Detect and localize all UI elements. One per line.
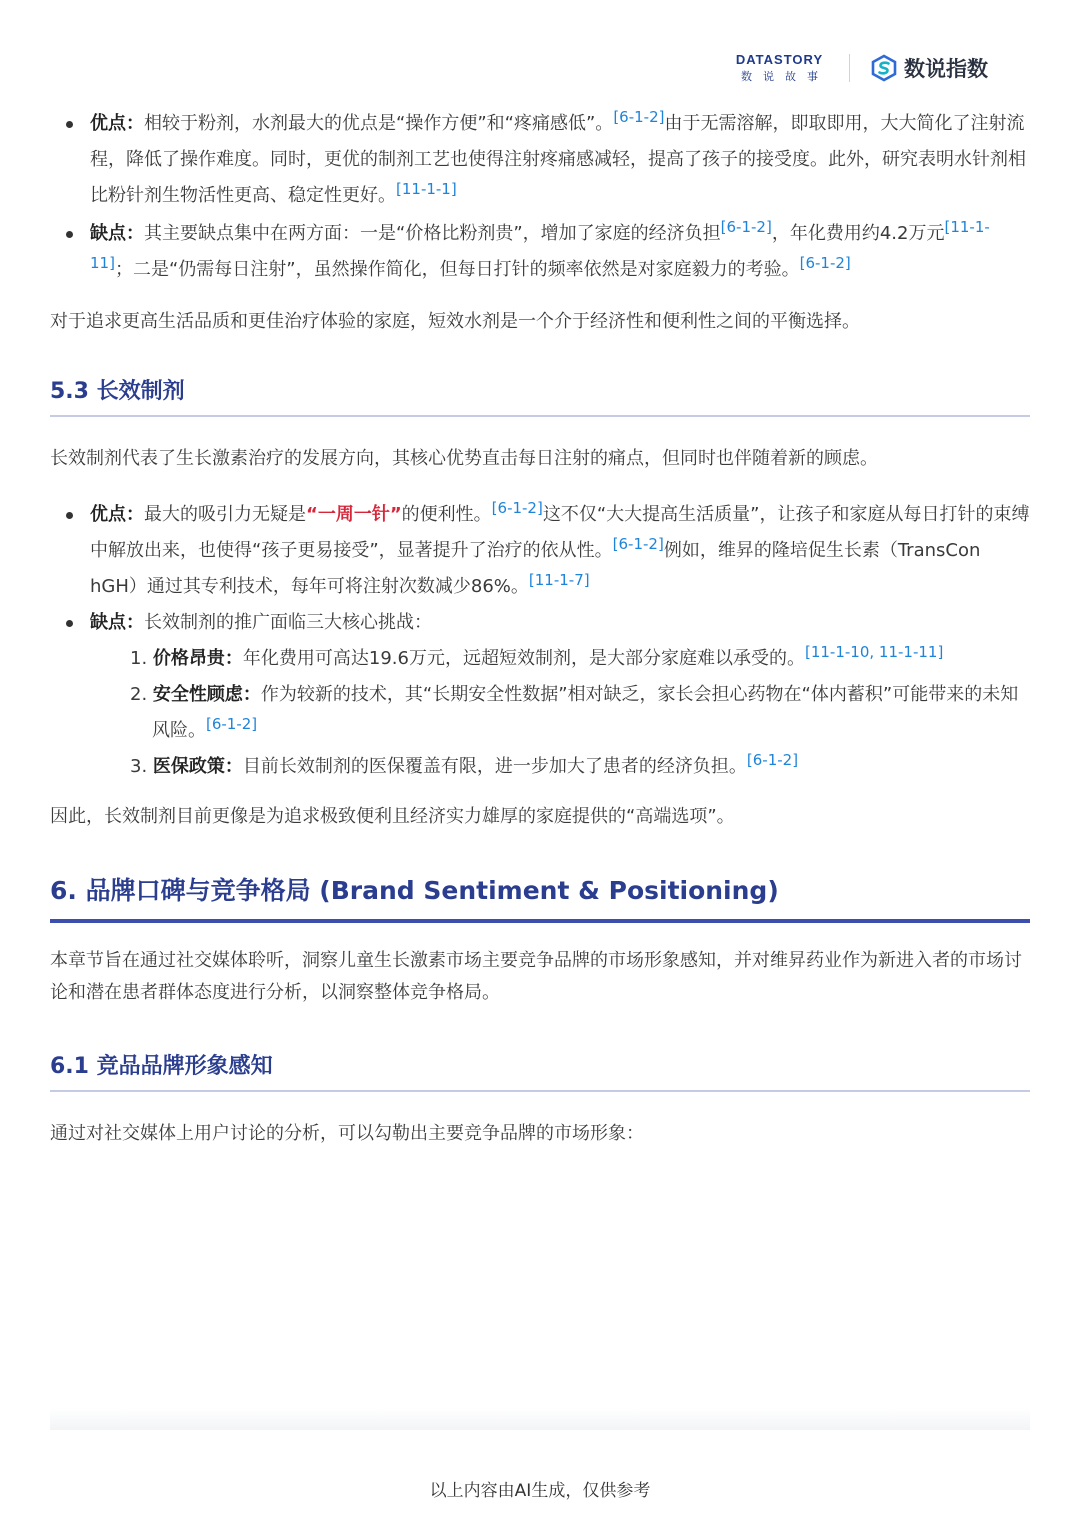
citation-ref: [6-1-2] — [612, 535, 664, 553]
list-item — [90, 605, 1030, 785]
long-pros-cons-list — [50, 497, 1030, 785]
shushuo-logo-text: 数说指数 — [904, 57, 988, 81]
brand-intro: 本章节旨在通过社交媒体聆听，洞察儿童生长激素市场主要竞争品牌的市场形象感知，并对维昇药业作为新进入者的市场讨论和潜在患者群体态度进行分析，以洞察整体竞争格局。 — [50, 950, 1022, 1003]
challenge-list — [90, 641, 1030, 785]
challenge-number: 2. — [130, 684, 153, 705]
challenge-number: 1. — [130, 648, 153, 669]
citation-ref: [6-1-2] — [746, 751, 799, 769]
datastory-logo-cn: 数说故事 — [741, 70, 829, 83]
challenge-number: 3. — [130, 756, 153, 777]
s-shield-icon — [870, 54, 898, 82]
datastory-logo-en: DATASTORY — [735, 52, 824, 67]
body-text: 例如，维昇的隆培促生长素（TransCon hGH）通过其专利技术，每年可将注射次数减少86%。 — [90, 540, 981, 597]
body-text: 目前长效制剂的医保覆盖有限，进一步加大了患者的经济负担。 — [242, 756, 747, 777]
challenge-label: 医保政策： — [152, 756, 243, 777]
document-body — [50, 106, 1030, 1150]
section-heading-6: 6. 品牌口碑与竞争格局 (Brand Sentiment & Positioning) — [50, 871, 1030, 923]
header-divider — [849, 54, 850, 82]
datastory-logo — [730, 52, 829, 84]
citation-ref: [6-1-2] — [206, 715, 258, 733]
body-text: 最大的吸引力无疑是 — [144, 504, 306, 525]
section-heading-5-3: 5.3 长效制剂 — [50, 374, 1030, 417]
body-text: 作为较新的技术，其“长期安全性数据”相对缺乏，家长会担心药物在“体内蓄积”可能带来的未知风险。 — [152, 684, 1019, 741]
body-text: 相较于粉剂，水剂最大的优点是“操作方便”和“疼痛感低”。 — [144, 113, 614, 134]
brand-sub-intro: 通过对社交媒体上用户讨论的分析，可以勾勒出主要竞争品牌的市场形象： — [50, 1123, 644, 1144]
citation-ref: [6-1-2] — [613, 108, 665, 126]
citation-ref: [6-1-2] — [720, 218, 772, 236]
citation-ref: [11-1-1] — [396, 180, 457, 198]
water-pros-cons-list — [50, 106, 1030, 288]
body-text: 由于无需溶解，即取即用，大大简化了注射流程，降低了操作难度。同时，更优的制剂工艺也使得注射疼痛感减轻，提高了孩子的接受度。此外，研究表明水针剂相比粉针剂生物活性更高、稳定性更好。 — [90, 113, 1026, 206]
citation-ref: [6-1-2] — [491, 499, 543, 517]
long-intro: 长效制剂代表了生长激素治疗的发展方向，其核心优势直击每日注射的痛点，但同时也伴随着新的顾虑。 — [50, 448, 878, 469]
body-text: 这不仅“大大提高生活质量”，让孩子和家庭从每日打针的束缚中解放出来，也使得“孩子更易接受”，显著提升了治疗的依从性。 — [90, 504, 1030, 561]
water-conclusion: 对于追求更高生活品质和更佳治疗体验的家庭，短效水剂是一个介于经济性和便利性之间的平衡选择。 — [50, 311, 860, 332]
challenge-item — [130, 677, 1030, 749]
citation-ref: [11-1-7] — [528, 571, 590, 589]
long-conclusion: 因此，长效制剂目前更像是为追求极致便利且经济实力雄厚的家庭提供的“高端选项”。 — [50, 806, 735, 827]
citation-ref: [11-1-11] — [90, 218, 990, 272]
highlight-text: “一周一针” — [306, 504, 402, 525]
body-text: ；二是“仍需每日注射”，虽然操作简化，但每日打针的频率依然是对家庭毅力的考验。 — [114, 259, 800, 280]
body-text: 年化费用可高达19.6万元，远超短效制剂，是大部分家庭难以承受的。 — [242, 648, 805, 669]
pro-label: 优点： — [90, 504, 144, 525]
con-label: 缺点： — [90, 612, 144, 633]
citation-ref: [6-1-2] — [799, 254, 851, 272]
body-text: 长效制剂的推广面临三大核心挑战： — [144, 612, 432, 633]
pro-label: 优点： — [90, 113, 144, 134]
content-fade-edge — [50, 1408, 1030, 1430]
body-text: ，年化费用约4.2万元 — [771, 223, 945, 244]
challenge-label: 安全性顾虑： — [152, 684, 261, 705]
citation-ref: [11-1-10, 11-1-11] — [804, 643, 944, 661]
header — [730, 48, 988, 88]
body-text: 其主要缺点集中在两方面：一是“价格比粉剂贵”，增加了家庭的经济负担 — [144, 223, 721, 244]
shushuo-logo — [870, 53, 988, 83]
list-item — [90, 497, 1030, 605]
challenge-item — [130, 641, 1030, 677]
con-label: 缺点： — [90, 223, 144, 244]
ai-disclaimer: 以上内容由AI生成，仅供参考 — [429, 1481, 651, 1501]
challenge-item — [130, 749, 1030, 785]
challenge-label: 价格昂贵： — [152, 648, 243, 669]
section-heading-6-1: 6.1 竞品品牌形象感知 — [50, 1049, 1030, 1092]
body-text: 的便利性。 — [401, 504, 492, 525]
list-item — [90, 216, 1030, 288]
list-item — [90, 106, 1030, 214]
